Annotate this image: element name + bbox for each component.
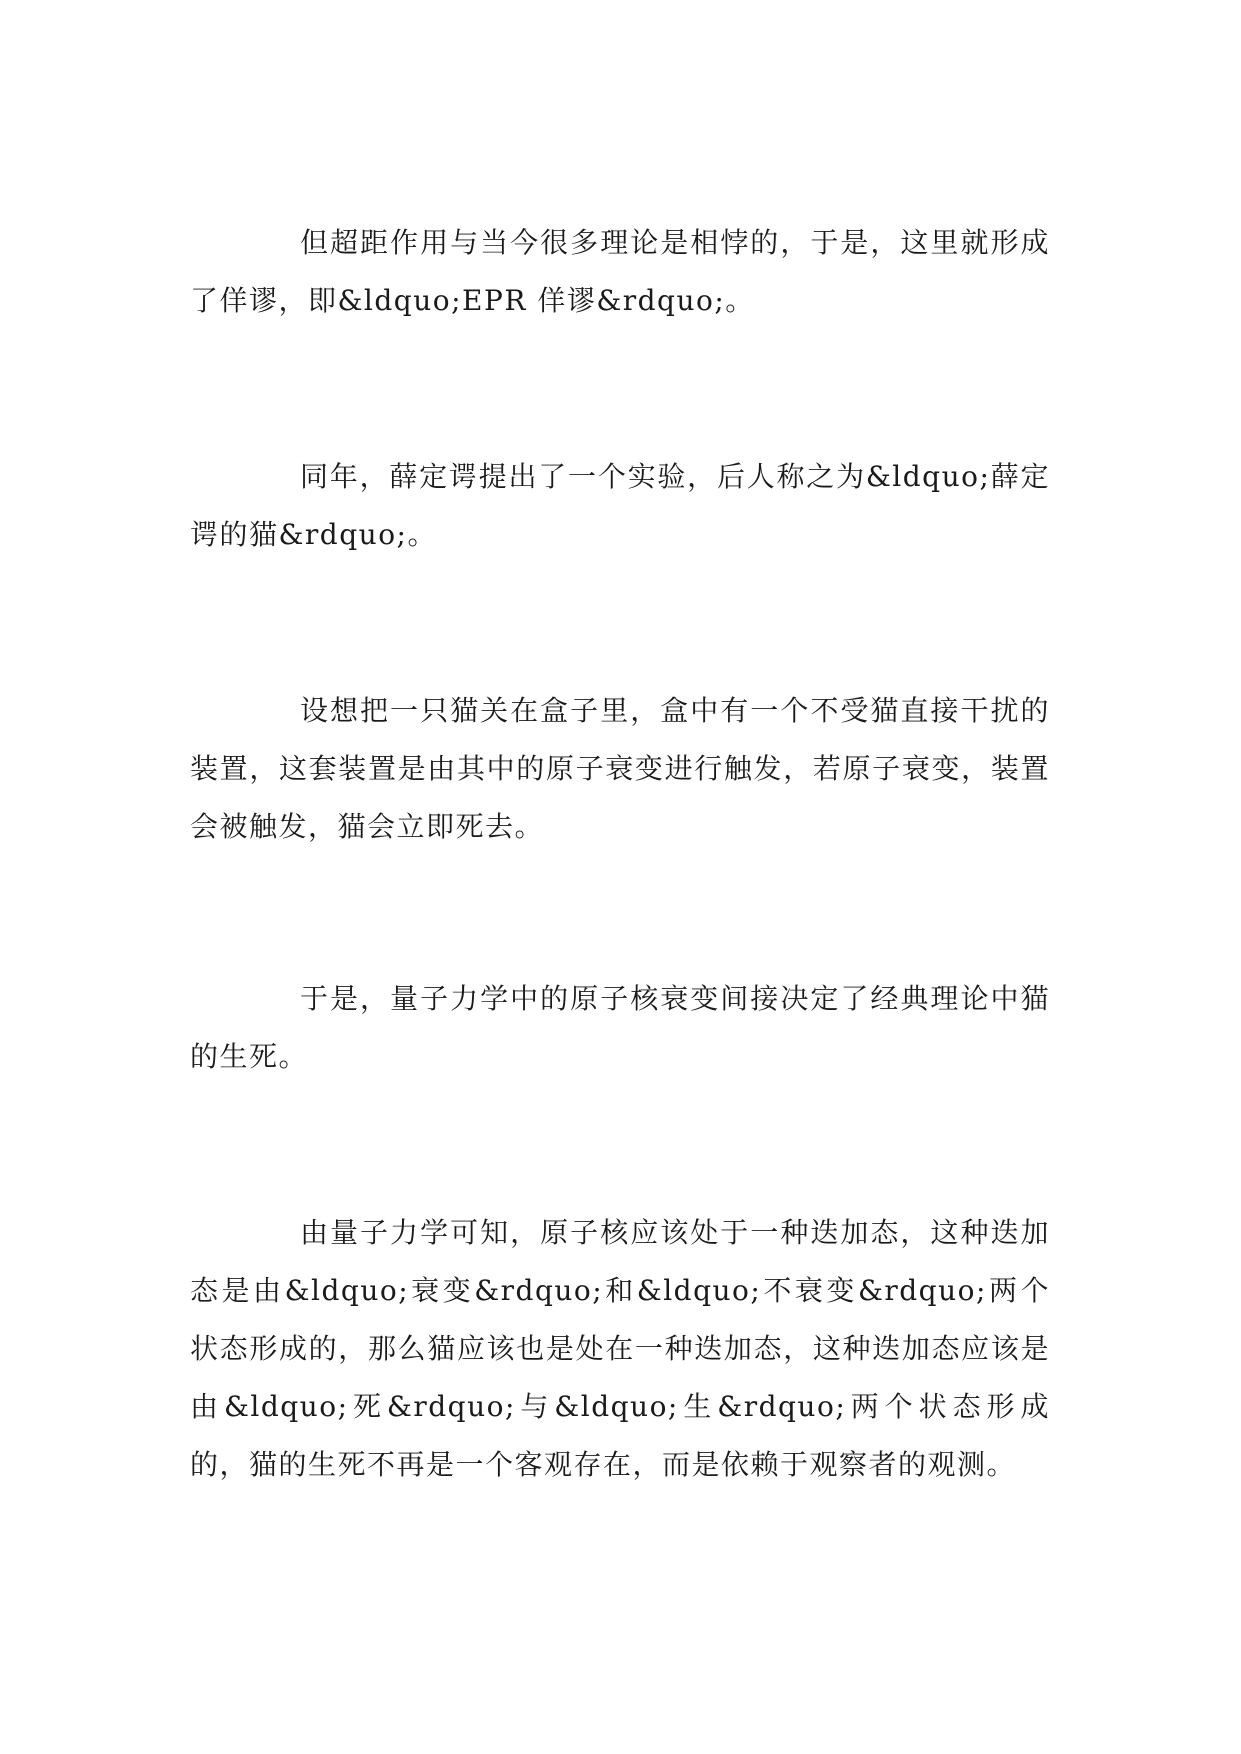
paragraph-cat-in-box: 设想把一只猫关在盒子里，盒中有一个不受猫直接干扰的装置，这套装置是由其中的原子衰变进行触发，若原子衰变，装置会被触发，猫会立即死去。 <box>190 694 1050 843</box>
paragraph-schrodinger-experiment: 同年，薛定谔提出了一个实验，后人称之为&ldquo;薛定谔的猫&rdquo;。 <box>190 460 1050 551</box>
paragraph-epr-paradox: 但超距作用与当今很多理论是相悖的，于是，这里就形成了佯谬，即&ldquo;EPR 佯谬&rdquo;。 <box>190 226 1050 317</box>
paragraph-superposition: 由量子力学可知，原子核应该处于一种迭加态，这种迭加态是由&ldquo;衰变&rdquo;和&ldquo;不衰变&rdquo;两个状态形成的，那么猫应该也是处在一种迭加态，这种迭加态应该是由&ldquo;死&rdquo;与&ldquo;生&rdquo;两个状态形成的，猫的生死不再是一个客观存在，而是依赖于观察者的观测。 <box>190 1216 1050 1481</box>
paragraph-decay-decides-fate: 于是，量子力学中的原子核衰变间接决定了经典理论中猫的生死。 <box>190 982 1050 1073</box>
